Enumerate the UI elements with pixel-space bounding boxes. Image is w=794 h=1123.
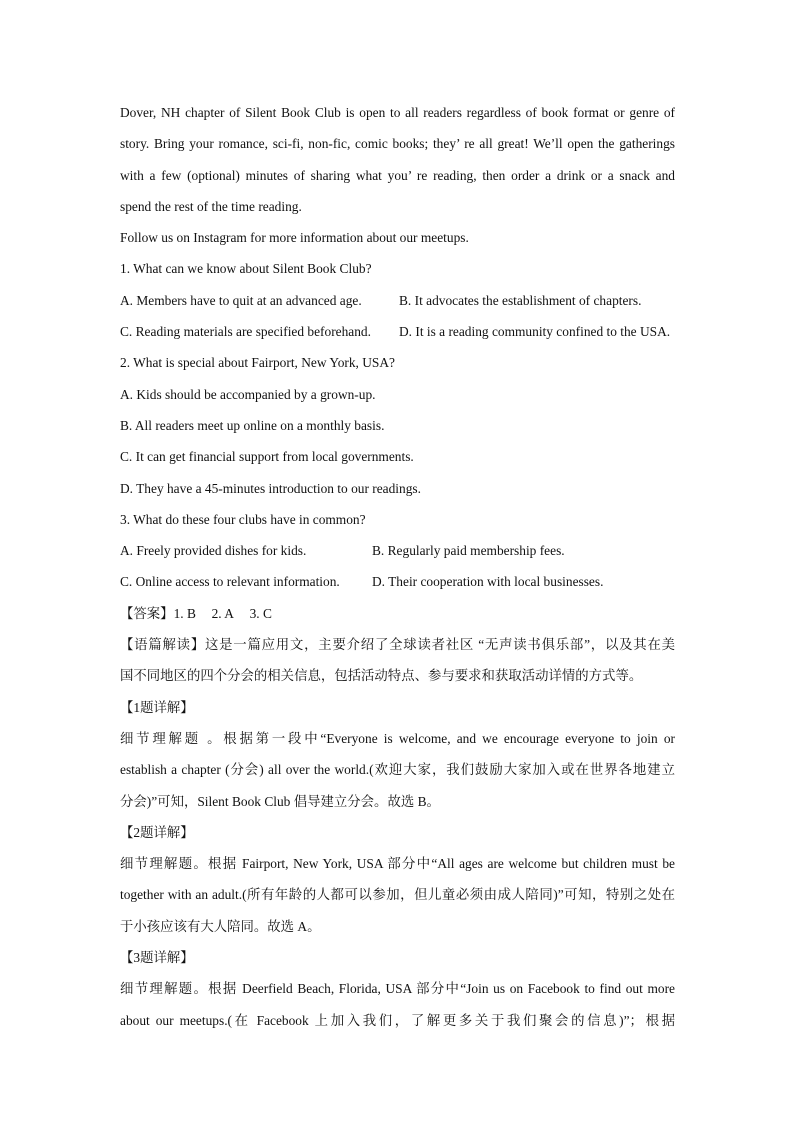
interpretation-label: 【语篇解读】 xyxy=(120,637,205,653)
question-3-option-d: D. Their cooperation with local businesses. xyxy=(372,574,604,590)
passage-line: spend the rest of the time reading. xyxy=(120,198,302,214)
question-1-stem: 1. What can we know about Silent Book Club? xyxy=(120,261,372,277)
answer-item: 3. C xyxy=(249,605,272,621)
question-1-options-row-2 xyxy=(120,316,675,347)
question-1-option-b: B. It advocates the establishment of chapters. xyxy=(399,292,642,308)
detail-3-line: 细节理解题。根据 Deerfield Beach, Florida, USA 部分中“Join us on Facebook to find out more xyxy=(120,981,675,997)
question-2-option-c: C. It can get financial support from local governments. xyxy=(120,449,414,465)
question-3-options-row-2 xyxy=(120,566,675,597)
interpretation-line-1 xyxy=(120,629,675,660)
answer-line xyxy=(120,598,675,629)
question-1-options-row-1 xyxy=(120,285,675,316)
question-3-option-b: B. Regularly paid membership fees. xyxy=(372,543,565,559)
question-1-option-d: D. It is a reading community confined to the USA. xyxy=(399,324,671,340)
passage-follow: Follow us on Instagram for more information about our meetups. xyxy=(120,230,469,246)
question-3-options-row-1 xyxy=(120,535,675,566)
detail-1-line: establish a chapter (分会) all over the world.(欢迎大家，我们鼓励大家加入或在世界各地建立 xyxy=(120,762,675,778)
detail-3-line: about our meetups.(在 Facebook 上加入我们，了解更多关于我们聚会的信息)”；根据 xyxy=(120,1012,675,1028)
passage-line: story. Bring your romance, sci-fi, non-fic, comic books; they’ re all great! We’ll open the gatherings xyxy=(120,136,675,152)
question-3-option-a: A. Freely provided dishes for kids. xyxy=(120,543,307,559)
question-1-option-c: C. Reading materials are specified beforehand. xyxy=(120,324,371,340)
interpretation-text: 这是一篇应用文，主要介绍了全球读者社区 “无声读书俱乐部”，以及其在美 xyxy=(204,637,675,653)
question-2-option-a: A. Kids should be accompanied by a grown-up. xyxy=(120,386,376,402)
question-2-option-d: D. They have a 45-minutes introduction to our readings. xyxy=(120,480,421,496)
detail-1-line: 细节理解题 。根据第一段中“Everyone is welcome, and we encourage everyone to join or xyxy=(120,730,675,746)
detail-1-line: 分会)”可知，Silent Book Club 倡导建立分会。故选 B。 xyxy=(120,793,440,809)
detail-2-label: 【2题详解】 xyxy=(120,824,194,840)
question-3-stem: 3. What do these four clubs have in common? xyxy=(120,511,366,527)
question-2-stem: 2. What is special about Fairport, New York, USA? xyxy=(120,355,395,371)
document-content xyxy=(120,97,675,1036)
passage-line: with a few (optional) minutes of sharing what you’ re reading, then order a drink or a snack and xyxy=(120,167,675,183)
detail-2-line: 细节理解题。根据 Fairport, New York, USA 部分中“All ages are welcome but children must be xyxy=(120,856,675,872)
question-1-option-a: A. Members have to quit at an advanced age. xyxy=(120,292,362,308)
question-3-option-c: C. Online access to relevant information. xyxy=(120,574,340,590)
question-2-option-b: B. All readers meet up online on a monthly basis. xyxy=(120,417,385,433)
answer-item: 1. B xyxy=(173,605,196,621)
interpretation-line-2: 国不同地区的四个分会的相关信息，包括活动特点、参与要求和获取活动详情的方式等。 xyxy=(120,668,643,684)
answer-item: 2. A xyxy=(211,605,234,621)
detail-2-line: together with an adult.(所有年龄的人都可以参加，但儿童必须由成人陪同)”可知，特别之处在 xyxy=(120,887,675,903)
answer-label: 【答案】 xyxy=(120,605,174,621)
detail-2-line: 于小孩应该有大人陪同。故选 A。 xyxy=(120,918,321,934)
detail-1-label: 【1题详解】 xyxy=(120,699,194,715)
detail-3-label: 【3题详解】 xyxy=(120,950,194,966)
passage-line: Dover, NH chapter of Silent Book Club is open to all readers regardless of book format or genre of xyxy=(120,105,675,120)
